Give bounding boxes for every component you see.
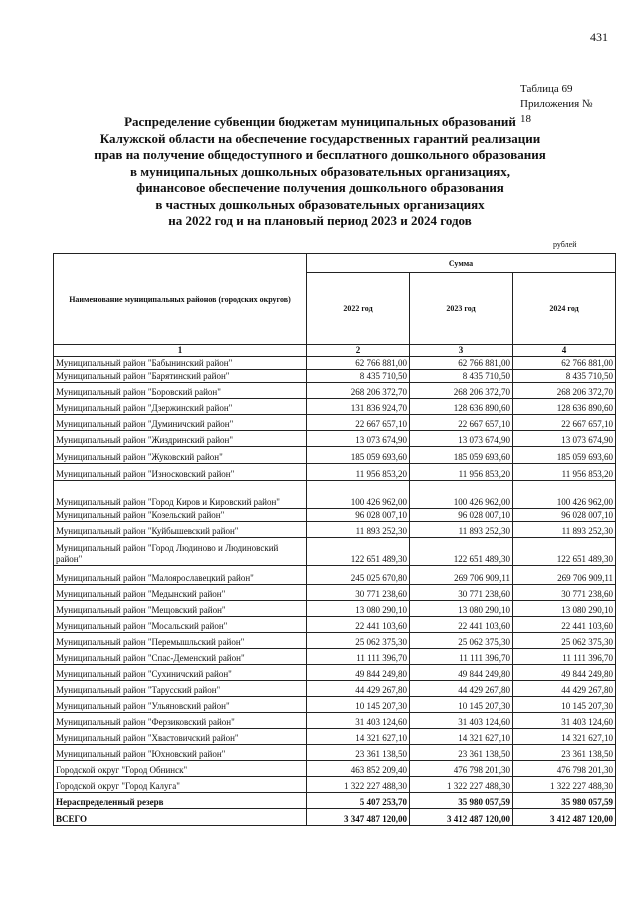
row-value-2022: 49 844 249,80 [307, 665, 410, 681]
table-row [54, 745, 616, 761]
row-value-2024: 25 062 375,30 [513, 633, 616, 649]
row-value-2024: 3 412 487 120,00 [513, 809, 616, 826]
row-name: Муниципальный район "Мещовский район" [54, 601, 307, 617]
row-value-2022: 62 766 881,00 [307, 357, 410, 370]
row-name: Муниципальный район "Износковский район" [54, 464, 307, 481]
row-value-2022: 96 028 007,10 [307, 509, 410, 522]
row-value-2022: 268 206 372,70 [307, 383, 410, 399]
column-header-2023: 2023 год [410, 273, 513, 345]
table-row [54, 481, 616, 509]
row-value-2023: 10 145 207,30 [410, 697, 513, 713]
column-number-row [54, 345, 616, 357]
row-value-2023: 11 956 853,20 [410, 464, 513, 481]
row-name: Муниципальный район "Сухиничский район" [54, 665, 307, 681]
table-row [54, 601, 616, 617]
row-name: Муниципальный район "Хвастовичский район" [54, 729, 307, 745]
row-name: ВСЕГО [54, 809, 307, 826]
row-value-2024: 269 706 909,11 [513, 566, 616, 585]
row-value-2022: 14 321 627,10 [307, 729, 410, 745]
row-name: Муниципальный район "Козельский район" [54, 509, 307, 522]
units-label: рублей [553, 240, 577, 249]
row-value-2022: 11 893 252,30 [307, 522, 410, 538]
row-value-2024: 96 028 007,10 [513, 509, 616, 522]
row-value-2024: 62 766 881,00 [513, 357, 616, 370]
table-row [54, 566, 616, 585]
row-value-2024: 10 145 207,30 [513, 697, 616, 713]
row-value-2024: 31 403 124,60 [513, 713, 616, 729]
table-row [54, 665, 616, 681]
row-value-2023: 11 893 252,30 [410, 522, 513, 538]
row-value-2022: 122 651 489,30 [307, 538, 410, 566]
row-value-2023: 22 441 103,60 [410, 617, 513, 633]
table-row [54, 633, 616, 649]
row-value-2023: 49 844 249,80 [410, 665, 513, 681]
row-name: Муниципальный район "Жиздринский район" [54, 431, 307, 447]
row-value-2024: 13 073 674,90 [513, 431, 616, 447]
row-value-2024: 30 771 238,60 [513, 585, 616, 601]
row-value-2023: 30 771 238,60 [410, 585, 513, 601]
row-value-2024: 1 322 227 488,30 [513, 777, 616, 793]
row-name: Муниципальный район "Город Киров и Кировский район" [54, 481, 307, 509]
row-value-2022: 13 080 290,10 [307, 601, 410, 617]
row-value-2023: 22 667 657,10 [410, 415, 513, 431]
row-name: Муниципальный район "Ферзиковский район" [54, 713, 307, 729]
table-row [54, 370, 616, 383]
table-row [54, 793, 616, 809]
row-value-2024: 22 441 103,60 [513, 617, 616, 633]
row-value-2024: 13 080 290,10 [513, 601, 616, 617]
row-value-2023: 100 426 962,00 [410, 481, 513, 509]
row-name: Городской округ "Город Обнинск" [54, 761, 307, 777]
table-number: Таблица 69 [520, 83, 573, 95]
row-name: Муниципальный район "Спас-Деменский район" [54, 649, 307, 665]
row-value-2022: 22 441 103,60 [307, 617, 410, 633]
row-name: Муниципальный район "Боровский район" [54, 383, 307, 399]
page-number: 431 [590, 30, 608, 44]
row-value-2022: 22 667 657,10 [307, 415, 410, 431]
row-value-2023: 268 206 372,70 [410, 383, 513, 399]
row-value-2022: 245 025 670,80 [307, 566, 410, 585]
row-value-2022: 131 836 924,70 [307, 399, 410, 415]
row-value-2024: 11 111 396,70 [513, 649, 616, 665]
row-name: Муниципальный район "Перемышльский район" [54, 633, 307, 649]
row-value-2024: 185 059 693,60 [513, 447, 616, 464]
row-name: Муниципальный район "Дзержинский район" [54, 399, 307, 415]
row-value-2024: 14 321 627,10 [513, 729, 616, 745]
column-header-sum: Сумма [307, 254, 616, 273]
row-name: Муниципальный район "Думиничский район" [54, 415, 307, 431]
title-line: на 2022 год и на плановый период 2023 и 2024 годов [168, 213, 472, 228]
row-value-2024: 49 844 249,80 [513, 665, 616, 681]
table-row [54, 415, 616, 431]
row-value-2022: 3 347 487 120,00 [307, 809, 410, 826]
row-value-2022: 11 111 396,70 [307, 649, 410, 665]
table-row [54, 681, 616, 697]
row-name: Муниципальный район "Бабынинский район" [54, 357, 307, 370]
row-name: Муниципальный район "Ульяновский район" [54, 697, 307, 713]
table-row [54, 447, 616, 464]
row-value-2023: 31 403 124,60 [410, 713, 513, 729]
row-value-2024: 476 798 201,30 [513, 761, 616, 777]
row-value-2022: 5 407 253,70 [307, 793, 410, 809]
row-name: Муниципальный район "Медынский район" [54, 585, 307, 601]
column-number: 3 [410, 345, 513, 357]
row-value-2023: 14 321 627,10 [410, 729, 513, 745]
table-row [54, 713, 616, 729]
row-value-2022: 13 073 674,90 [307, 431, 410, 447]
table-row [54, 761, 616, 777]
title-line: финансовое обеспечение получения дошкольного образования [136, 180, 504, 195]
row-value-2023: 8 435 710,50 [410, 370, 513, 383]
row-value-2023: 1 322 227 488,30 [410, 777, 513, 793]
row-value-2023: 269 706 909,11 [410, 566, 513, 585]
row-name: Нераспределенный резерв [54, 793, 307, 809]
row-value-2024: 22 667 657,10 [513, 415, 616, 431]
row-name: Муниципальный район "Юхновский район" [54, 745, 307, 761]
row-value-2022: 30 771 238,60 [307, 585, 410, 601]
row-name: Городской округ "Город Калуга" [54, 777, 307, 793]
row-value-2022: 10 145 207,30 [307, 697, 410, 713]
row-value-2022: 100 426 962,00 [307, 481, 410, 509]
document-title [40, 114, 600, 230]
row-value-2022: 8 435 710,50 [307, 370, 410, 383]
row-value-2023: 13 073 674,90 [410, 431, 513, 447]
table-row [54, 357, 616, 370]
table-row [54, 509, 616, 522]
table-row [54, 649, 616, 665]
row-value-2024: 11 893 252,30 [513, 522, 616, 538]
row-value-2023: 44 429 267,80 [410, 681, 513, 697]
title-line: прав на получение общедоступного и бесплатного дошкольного образования [94, 147, 546, 162]
column-number: 4 [513, 345, 616, 357]
row-value-2022: 23 361 138,50 [307, 745, 410, 761]
row-value-2022: 11 956 853,20 [307, 464, 410, 481]
table-row [54, 777, 616, 793]
table-row [54, 729, 616, 745]
row-value-2024: 100 426 962,00 [513, 481, 616, 509]
row-value-2023: 185 059 693,60 [410, 447, 513, 464]
title-line: в частных дошкольных образовательных организациях [155, 196, 485, 212]
column-header-name: Наименование муниципальных районов (городских округов) [54, 254, 307, 345]
title-line: Распределение субвенции бюджетам муниципальных образований [124, 114, 516, 129]
row-value-2023: 23 361 138,50 [410, 745, 513, 761]
row-value-2023: 25 062 375,30 [410, 633, 513, 649]
row-value-2022: 25 062 375,30 [307, 633, 410, 649]
row-value-2023: 128 636 890,60 [410, 399, 513, 415]
table-row [54, 522, 616, 538]
row-name: Муниципальный район "Барятинский район" [54, 370, 307, 383]
row-value-2024: 35 980 057,59 [513, 793, 616, 809]
appendix-number: Приложения № 18 [520, 98, 593, 125]
table-row [54, 464, 616, 481]
row-value-2024: 122 651 489,30 [513, 538, 616, 566]
table-row [54, 383, 616, 399]
column-header-2024: 2024 год [513, 273, 616, 345]
table-row [54, 617, 616, 633]
column-number: 1 [54, 345, 307, 357]
row-name: Муниципальный район "Город Людиново и Людиновский район" [54, 538, 307, 566]
row-name: Муниципальный район "Тарусский район" [54, 681, 307, 697]
column-header-2022: 2022 год [307, 273, 410, 345]
row-value-2022: 185 059 693,60 [307, 447, 410, 464]
subvention-table [53, 253, 616, 826]
table-row [54, 585, 616, 601]
title-line: Калужской области на обеспечение государственных гарантий реализации [99, 130, 541, 146]
row-name: Муниципальный район "Жуковский район" [54, 447, 307, 464]
row-name: Муниципальный район "Куйбышевский район" [54, 522, 307, 538]
row-name: Муниципальный район "Мосальский район" [54, 617, 307, 633]
table-body [54, 357, 616, 826]
column-number: 2 [307, 345, 410, 357]
title-line: в муниципальных дошкольных образовательных организациях, [129, 163, 511, 179]
row-value-2023: 13 080 290,10 [410, 601, 513, 617]
row-value-2022: 31 403 124,60 [307, 713, 410, 729]
row-value-2024: 128 636 890,60 [513, 399, 616, 415]
row-value-2023: 96 028 007,10 [410, 509, 513, 522]
row-value-2023: 122 651 489,30 [410, 538, 513, 566]
row-value-2024: 8 435 710,50 [513, 370, 616, 383]
row-name: Муниципальный район "Малоярославецкий район" [54, 566, 307, 585]
row-value-2023: 3 412 487 120,00 [410, 809, 513, 826]
row-value-2024: 23 361 138,50 [513, 745, 616, 761]
table-row [54, 538, 616, 566]
table-row [54, 697, 616, 713]
table-row [54, 809, 616, 826]
row-value-2023: 35 980 057,59 [410, 793, 513, 809]
row-value-2023: 11 111 396,70 [410, 649, 513, 665]
row-value-2024: 11 956 853,20 [513, 464, 616, 481]
row-value-2023: 476 798 201,30 [410, 761, 513, 777]
row-value-2022: 1 322 227 488,30 [307, 777, 410, 793]
row-value-2023: 62 766 881,00 [410, 357, 513, 370]
row-value-2024: 44 429 267,80 [513, 681, 616, 697]
table-row [54, 431, 616, 447]
row-value-2022: 44 429 267,80 [307, 681, 410, 697]
row-value-2024: 268 206 372,70 [513, 383, 616, 399]
row-value-2022: 463 852 209,40 [307, 761, 410, 777]
table-row [54, 399, 616, 415]
